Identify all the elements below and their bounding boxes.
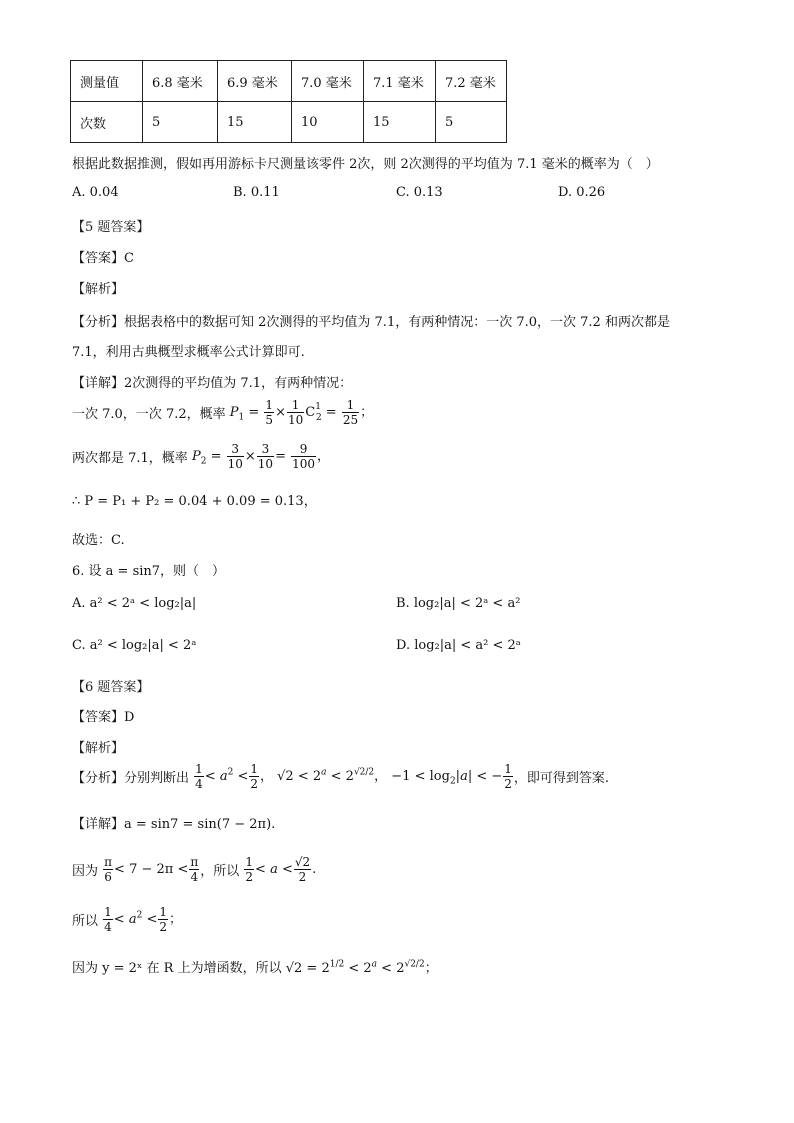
formula-analysis: $\frac{1}{4}$ < $a^2$ < $\frac{1}{2}$ ， $√2 < 2^a < 2^{√2/2}$， $-1 < \log_2|a|$ < − $\frac{1}{2}$ bbox=[195, 762, 512, 791]
table-cell: 5 bbox=[143, 102, 218, 143]
formula-a2-range: $\frac{1}{4}$ < $a^2$ < $\frac{1}{2}$ ； bbox=[104, 905, 183, 934]
q5-option-b: B. 0.11 bbox=[233, 185, 280, 200]
q6-option-b: B. log₂|a| < 2ᵃ < a² bbox=[396, 596, 521, 611]
table-cell: 测量值 bbox=[71, 61, 143, 102]
q6-because2: 因为 y = 2ˣ 在 R 上为增函数，所以 $√2 = 2^{1/2} < 2^a < 2^{√2/2}$； bbox=[72, 959, 438, 976]
table-cell: 10 bbox=[292, 102, 364, 143]
q5-question: 根据此数据推测，假如再用游标卡尺测量该零件 2次，则 2次测得的平均值为 7.1 毫米的概率为（ ） bbox=[72, 157, 659, 172]
q6-analysis-tag: 【解析】 bbox=[72, 741, 125, 756]
table-header-row bbox=[71, 61, 507, 102]
table-cell: 6.8 毫米 bbox=[143, 61, 218, 102]
formula-p1: $P_1$ = $\frac{1}{5}$ × $\frac{1}{10}$ $C^1_2$ = $\frac{1}{25}$ ； bbox=[229, 398, 374, 427]
q6-answer-tag: 【6 题答案】 bbox=[72, 680, 150, 695]
table-row bbox=[71, 102, 507, 143]
q5-detail-case1: 一次 7.0，一次 7.2，概率 $P_1$ = $\frac{1}{5}$ × $\frac{1}{10}$ $C^1_2$ = $\frac{1}{25}$ ； bbox=[72, 398, 374, 427]
formula-a-range: $\frac{1}{2}$ < a < $\frac{√2}{2}$ . bbox=[245, 855, 317, 884]
q5-detail-line1: 【详解】2次测得的平均值为 7.1，有两种情况： bbox=[72, 376, 353, 391]
q6-detail: 【详解】a = sin7 = sin(7 − 2π). bbox=[72, 817, 276, 832]
formula-exp-range: $√2 = 2^{1/2} < 2^a < 2^{√2/2}$； bbox=[285, 959, 438, 976]
q6-because1: 因为 $\frac{\pi}{6}$ < 7 − 2π < $\frac{\pi}{4}$ ，所以 $\frac{1}{2}$ < a < $\frac{√2}{2}$ . bbox=[72, 855, 317, 884]
table-cell: 7.2 毫米 bbox=[436, 61, 507, 102]
q5-analysis-line1: 【分析】根据表格中的数据可知 2次测得的平均值为 7.1，有两种情况：一次 7.0，一次 7.2 和两次都是 bbox=[72, 315, 670, 330]
table-cell: 15 bbox=[364, 102, 436, 143]
measurement-table bbox=[70, 60, 507, 143]
formula-p2: $P_2$ = $\frac{3}{10}$ × $\frac{3}{10}$ = $\frac{9}{100}$ ， bbox=[191, 442, 331, 471]
q5-option-a: A. 0.04 bbox=[72, 185, 119, 200]
q5-detail-sum: ∴ P = P₁ + P₂ = 0.04 + 0.09 = 0.13， bbox=[72, 494, 317, 509]
q6-option-c: C. a² < log₂|a| < 2ᵃ bbox=[72, 638, 197, 653]
table-cell: 6.9 毫米 bbox=[218, 61, 292, 102]
table-cell: 7.1 毫米 bbox=[364, 61, 436, 102]
q6-option-a: A. a² < 2ᵃ < log₂|a| bbox=[72, 596, 197, 611]
q6-answer: 【答案】D bbox=[72, 710, 135, 725]
q5-option-c: C. 0.13 bbox=[396, 185, 443, 200]
q5-analysis-line2: 7.1，利用古典概型求概率公式计算即可. bbox=[72, 345, 305, 360]
q5-answer: 【答案】C bbox=[72, 251, 134, 266]
q5-analysis-tag: 【解析】 bbox=[72, 282, 125, 297]
q6-option-d: D. log₂|a| < a² < 2ᵃ bbox=[396, 638, 521, 653]
q5-detail-case2: 两次都是 7.1，概率 $P_2$ = $\frac{3}{10}$ × $\frac{3}{10}$ = $\frac{9}{100}$ ， bbox=[72, 442, 331, 471]
q5-option-d: D. 0.26 bbox=[558, 185, 606, 200]
table-cell: 5 bbox=[436, 102, 507, 143]
table-cell: 次数 bbox=[71, 102, 143, 143]
table-cell: 7.0 毫米 bbox=[292, 61, 364, 102]
q6-question: 6. 设 a = sin7，则（ ） bbox=[72, 564, 226, 579]
q6-analysis: 【分析】分别判断出 $\frac{1}{4}$ < $a^2$ < $\frac{1}{2}$ ， $√2 < 2^a < 2^{√2/2}$， $-1 < \log_2|a|$ < − $\frac{1}{2}$ ，即可得到答案. bbox=[72, 762, 610, 791]
q5-answer-tag: 【5 题答案】 bbox=[72, 220, 150, 235]
table-cell: 15 bbox=[218, 102, 292, 143]
q5-choose: 故选：C. bbox=[72, 533, 125, 548]
q6-so2: 所以 $\frac{1}{4}$ < $a^2$ < $\frac{1}{2}$ ； bbox=[72, 905, 183, 934]
formula-range: $\frac{\pi}{6}$ < 7 − 2π < $\frac{\pi}{4}$ bbox=[104, 855, 199, 884]
